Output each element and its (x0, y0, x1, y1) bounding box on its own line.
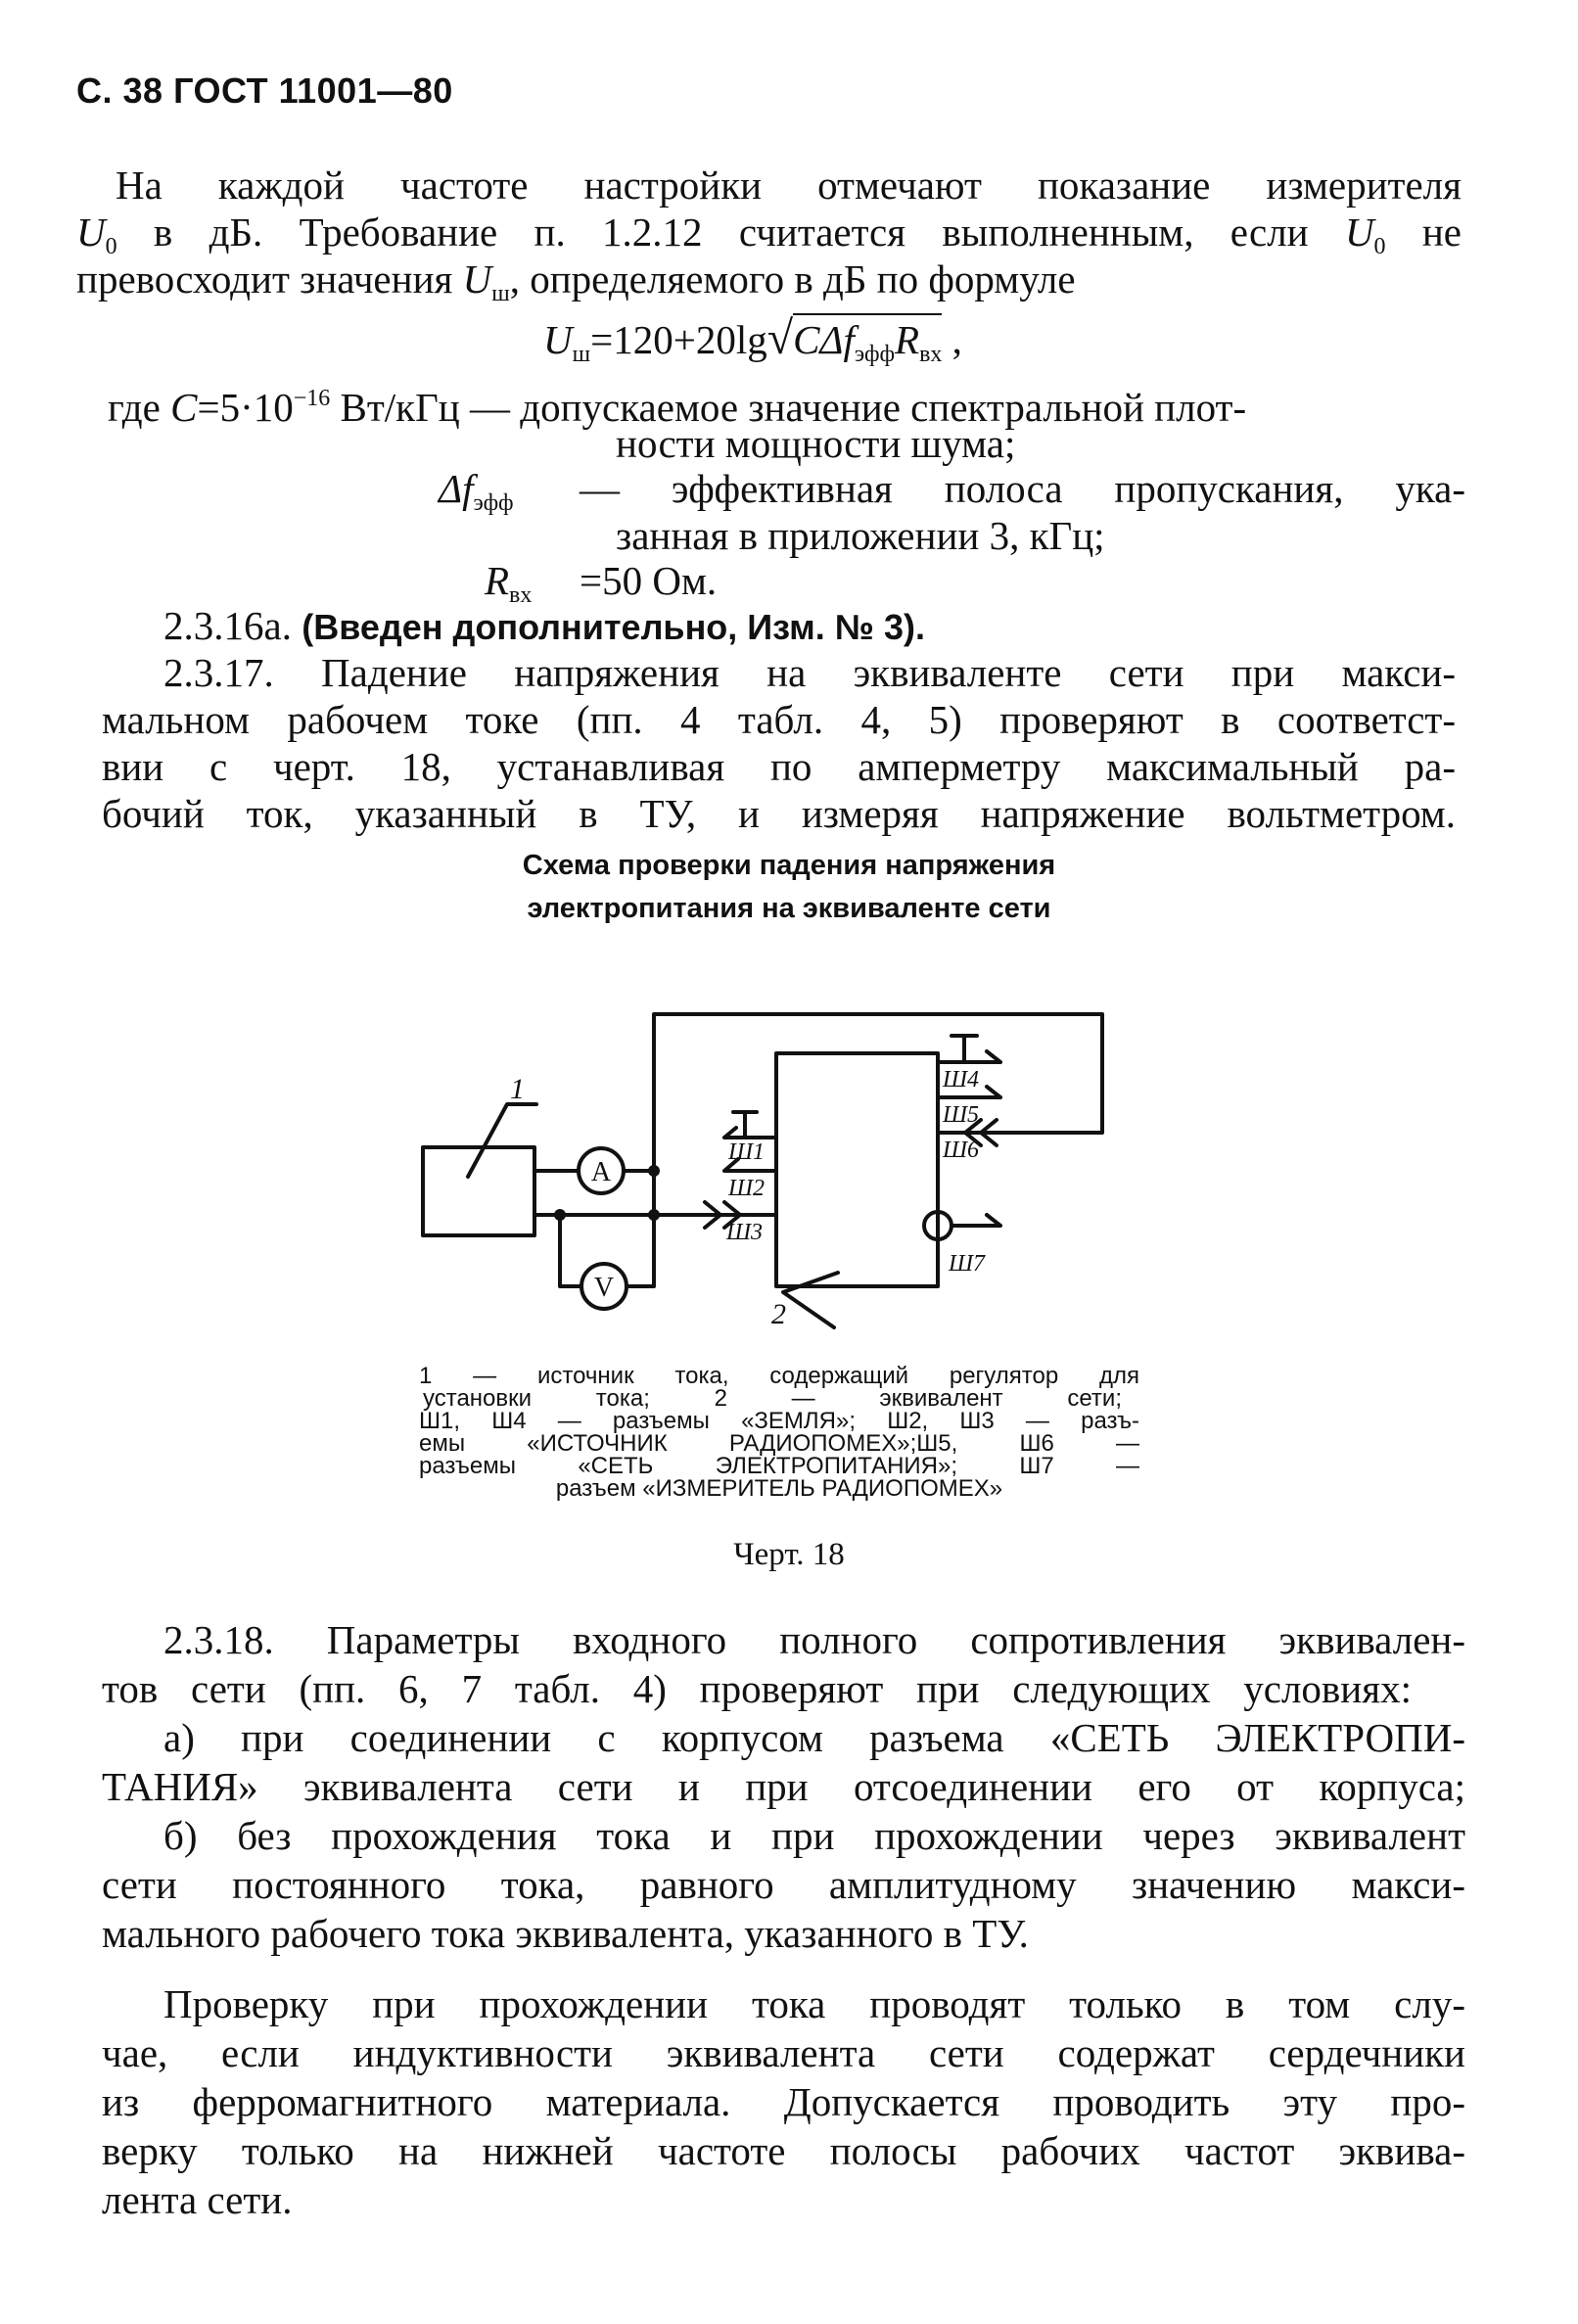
legend-line4: емы «ИСТОЧНИК РАДИОПОМЕХ»;Ш5, Ш6 — (419, 1430, 1139, 1457)
where-line5-symbol: $R_{вх}$ (485, 558, 533, 608)
sh6-label: Ш6 (943, 1138, 980, 1163)
standard-id: ГОСТ 11001—80 (173, 70, 453, 111)
ammeter-label: A (590, 1157, 612, 1187)
final-line4: верку только на нижней частоте полосы рабочих частот эквива- (102, 2128, 1465, 2173)
s2317-line1: 2.3.17. Падение напряжения на эквиваленте сети при макси- (163, 650, 1456, 695)
sh1-label: Ш1 (728, 1139, 766, 1165)
sh4-label: Ш4 (943, 1067, 980, 1092)
final-line5: лента сети. (102, 2177, 293, 2222)
s2318-line1: 2.3.18. Параметры входного полного сопротивления эквивален- (163, 1617, 1465, 1662)
s2317-line3: вии с черт. 18, устанавливая по амперметру максимальный ра- (102, 744, 1456, 789)
s2318-line3: а) при соединении с корпусом разъема «СЕТЬ ЭЛЕКТРОПИ- (163, 1715, 1465, 1760)
legend-line1: 1 — источник тока, содержащий регулятор для (419, 1363, 1139, 1389)
legend-line3: Ш1, Ш4 — разъемы «ЗЕМЛЯ»; Ш2, Ш3 — разъ- (419, 1408, 1139, 1434)
voltmeter-label: V (593, 1273, 615, 1303)
para1-line3: превосходит значения $U_ш$, определяемого в дБ по формуле (76, 256, 1076, 306)
radicand: $C\Delta f_{эфф}R_{вх}$ (793, 313, 942, 362)
figure-caption: Черт. 18 (733, 1537, 845, 1572)
where-line1: где $C=5\cdot 10^{-16}$ Вт/кГц — допускаемое значение спектральной плот- (108, 385, 1247, 430)
where-line4: занная в приложении 3, кГц; (616, 513, 1105, 558)
final-line1: Проверку при прохождении тока проводят только в том слу- (163, 1981, 1465, 2026)
formula: $U_ш=120+20\lg√C\Delta f_{эфф}R_{вх}$ , (543, 312, 962, 367)
para1-line2: $U_0$ в дБ. Требование п. 1.2.12 считается выполненным, если $U_0$ не (76, 209, 1462, 259)
s2317-line4: бочий ток, указанный в ТУ, и измеряя напряжение вольтметром. (102, 791, 1456, 836)
s2317-line2: мальном рабочем токе (пп. 4 табл. 4, 5) проверяют в соответст- (102, 697, 1456, 742)
page-number: С. 38 (76, 70, 163, 111)
s2318-line5: б) без прохождения тока и при прохождении через эквивалент (163, 1813, 1465, 1858)
s2318-line2: тов сети (пп. 6, 7 табл. 4) проверяют при следующих условиях: (102, 1666, 1412, 1711)
legend-line2: установки тока; 2 — эквивалент сети; (423, 1385, 1122, 1412)
where-line5-text: =50 Ом. (580, 558, 718, 603)
where-line2: ности мощности шума; (616, 421, 1016, 466)
s2318-line4: ТАНИЯ» эквивалента сети и при отсоединении его от корпуса; (102, 1764, 1465, 1809)
label-2: 2 (771, 1298, 786, 1330)
s2318-line7: мального рабочего тока эквивалента, указанного в ТУ. (102, 1911, 1029, 1956)
sh5-label: Ш5 (943, 1102, 980, 1128)
sh3-label: Ш3 (726, 1220, 764, 1245)
sh2-label: Ш2 (728, 1176, 766, 1201)
sh7-label: Ш7 (949, 1251, 986, 1277)
para1-line1: На каждой частоте настройки отмечают показание измерителя (116, 163, 1462, 208)
figure-title-line1: Схема проверки падения напряжения (522, 850, 1056, 881)
s2318-line6: сети постоянного тока, равного амплитудному значению макси- (102, 1862, 1465, 1907)
final-line2: чае, если индуктивности эквивалента сети содержат сердечники (102, 2030, 1465, 2075)
sqrt-sign: √ (766, 312, 794, 364)
label-1: 1 (510, 1073, 525, 1105)
label-1-leader (468, 1104, 536, 1177)
figure-title-line2: электропитания на эквиваленте сети (527, 893, 1051, 924)
legend-line6: разъем «ИЗМЕРИТЕЛЬ РАДИОПОМЕХ» (555, 1475, 1003, 1502)
section-2316a: 2.3.16а. (Введен дополнительно, Изм. № 3). (163, 603, 925, 648)
legend-line5: разъемы «СЕТЬ ЭЛЕКТРОПИТАНИЯ»; Ш7 — (419, 1453, 1139, 1479)
where-line3-text: — эффективная полоса пропускания, ука- (580, 466, 1465, 511)
final-line3: из ферромагнитного материала. Допускается проводить эту про- (102, 2079, 1465, 2124)
connector-sh4 (938, 1036, 1000, 1062)
where-line3-symbol: $\Delta f_{эфф}$ (439, 466, 514, 516)
network-equivalent-box (776, 1053, 938, 1286)
connector-sh1 (724, 1112, 776, 1138)
